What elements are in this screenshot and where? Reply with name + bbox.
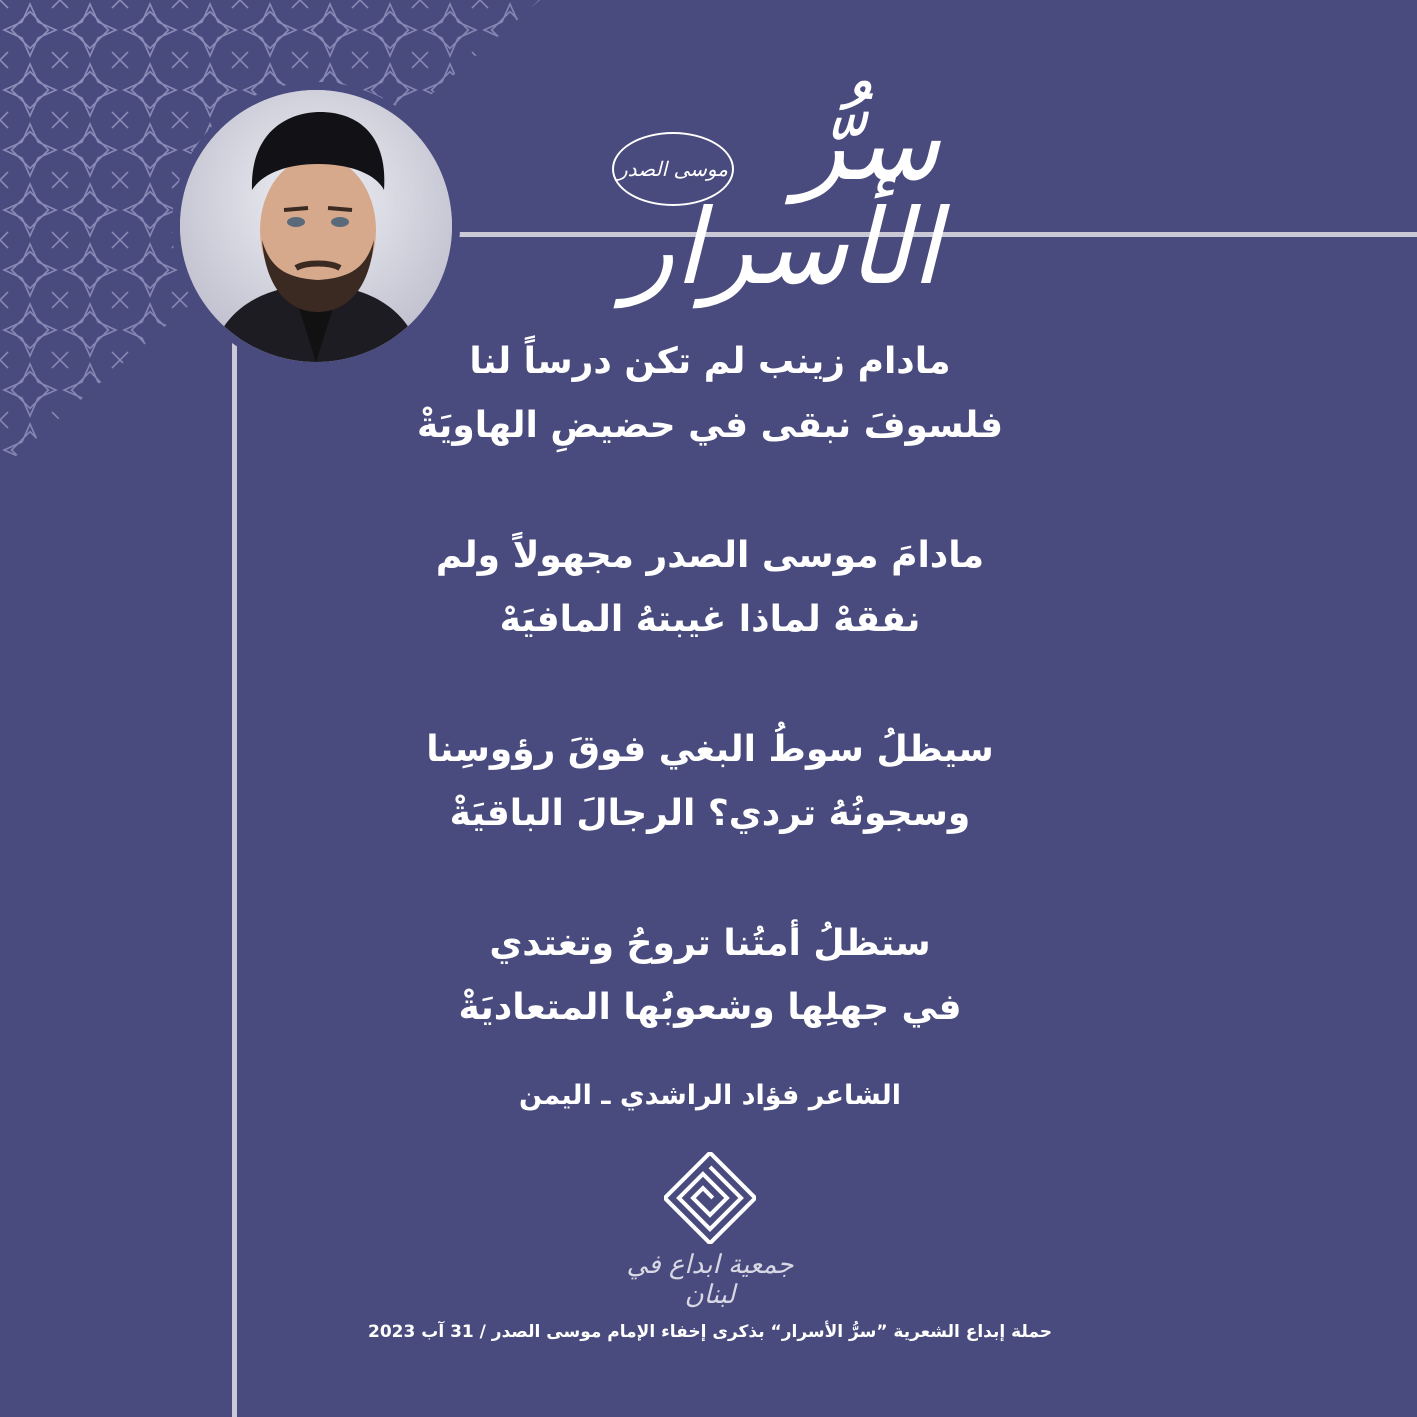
poem (380, 330, 1040, 1106)
footer-caption: حملة إبداع الشعرية ”سرُّ الأسرار“ بذكرى إخفاء الإمام موسى الصدر / 31 آب 2023 (368, 1322, 1052, 1342)
portrait (180, 90, 452, 362)
title-calligraphy: سرُّ الأسرار (624, 82, 940, 308)
poem-line: مادام زينب لم تكن درساً لنا (469, 341, 951, 382)
poem-line: فلسوفَ نبقى في حضيضِ الهاويَةْ (416, 405, 1004, 446)
poem-line: ستظلُ أمتُنا تروحُ وتغتدي (489, 923, 931, 964)
stanza-3 (380, 718, 1040, 846)
vertical-frame-line (232, 300, 237, 1417)
seal-text: موسى الصدر (618, 157, 728, 181)
association-signature: جمعية ابداع في لبنان (626, 1250, 794, 1310)
poem-line: وسجونُهُ تردي؟ الرجالَ الباقيَةْ (449, 793, 971, 834)
poet-attribution: الشاعر فؤاد الراشدي ـ اليمن (519, 1080, 901, 1111)
stanza-2 (380, 524, 1040, 652)
poem-line: سيظلُ سوطُ البغي فوقَ رؤوسِنا (426, 729, 994, 770)
stanza-4 (380, 912, 1040, 1040)
stanza-1 (380, 330, 1040, 458)
portrait-icon (180, 90, 452, 362)
poem-line: في جهلِها وشعوبُها المتعاديَةْ (458, 987, 962, 1028)
poem-line: مادامَ موسى الصدر مجهولاً ولم (435, 535, 985, 576)
title-seal (612, 132, 734, 206)
poem-line: نفقهْ لماذا غيبتهُ المافيَهْ (499, 599, 921, 640)
kufic-square-logo-icon (664, 1152, 756, 1244)
